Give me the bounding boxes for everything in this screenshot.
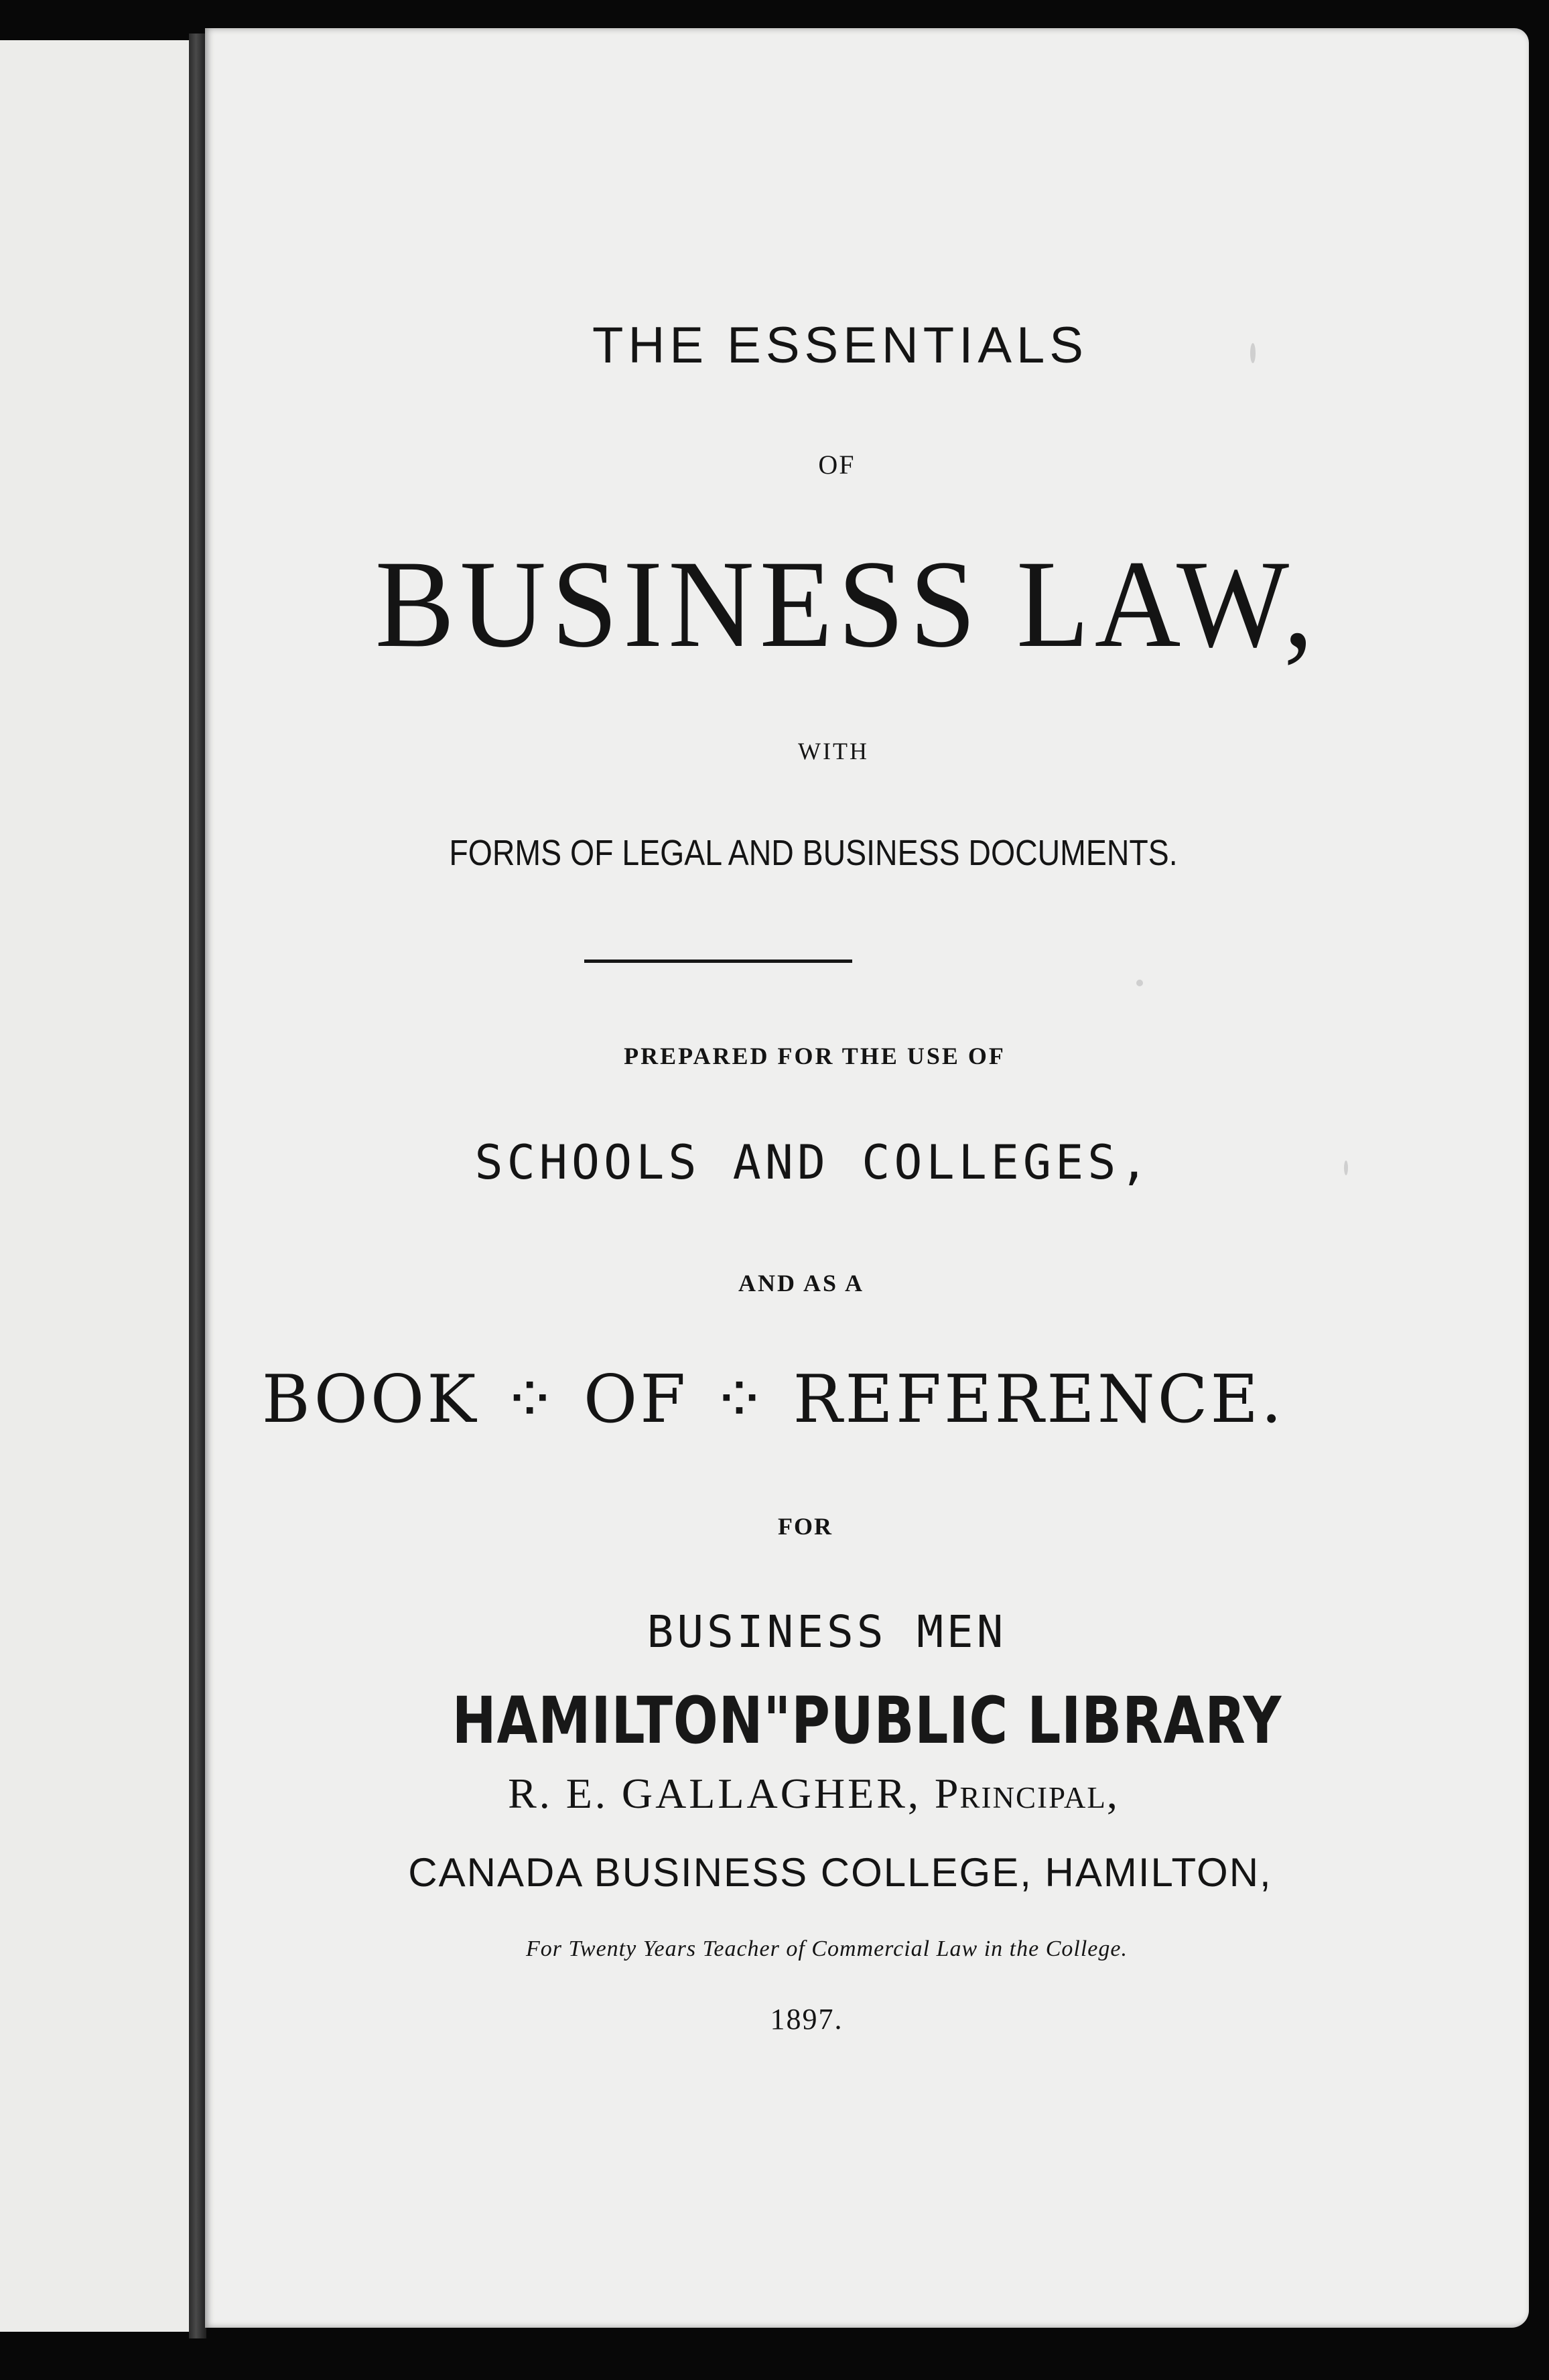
schools-line: SCHOOLS AND COLLEGES, <box>474 1135 1152 1190</box>
paper-speck <box>1250 343 1256 363</box>
credential-line: For Twenty Years Teacher of Commercial Law in the College. <box>526 1936 1128 1961</box>
for-line: FOR <box>778 1513 833 1540</box>
and-as-a-line: AND AS A <box>738 1270 865 1297</box>
heading-of: OF <box>818 450 856 480</box>
business-men-line: BUSINESS MEN <box>647 1606 1007 1658</box>
author-line <box>151 1769 1475 1819</box>
main-title: BUSINESS LAW, <box>375 534 1319 673</box>
with-line: WITH <box>798 738 869 765</box>
paper-speck <box>1344 1161 1348 1175</box>
paper-speck <box>1136 980 1143 986</box>
subtitle-forms: FORMS OF LEGAL AND BUSINESS DOCUMENTS. <box>449 833 1178 873</box>
title-page <box>205 28 1529 2328</box>
college-line: CANADA BUSINESS COLLEGE, HAMILTON, <box>408 1850 1272 1895</box>
divider-rule <box>584 960 852 963</box>
author-title: Principal, <box>934 1770 1119 1817</box>
book-of-reference-line: BOOK ⁘ OF ⁘ REFERENCE. <box>261 1362 1285 1438</box>
prepared-line: PREPARED FOR THE USE OF <box>624 1043 1006 1069</box>
library-stamp: HAMILTON"PUBLIC LIBRARY <box>452 1683 1282 1758</box>
publication-year: 1897. <box>770 2003 844 2036</box>
author-name: R. E. GALLAGHER, <box>508 1770 921 1817</box>
heading-essentials: THE ESSENTIALS <box>592 317 1088 374</box>
